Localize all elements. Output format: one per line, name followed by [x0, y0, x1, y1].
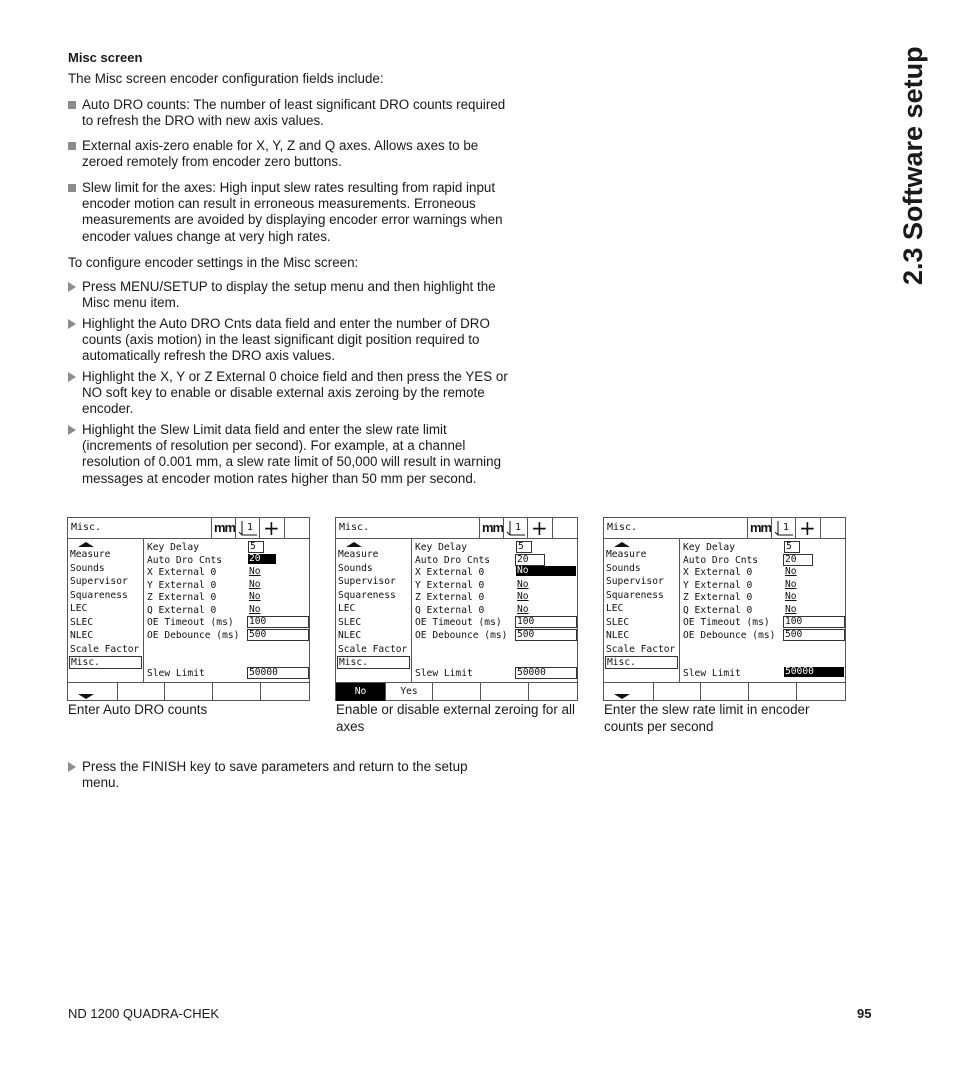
field-label: Slew Limit: [683, 668, 741, 679]
softkey-bar: [68, 682, 309, 701]
z-external-0-field[interactable]: No: [249, 591, 261, 602]
field-label: X External 0: [415, 567, 485, 578]
field-label: OE Timeout (ms): [415, 617, 502, 628]
square-bullet-icon: [68, 180, 80, 196]
menu-item-slec[interactable]: SLEC: [606, 617, 630, 628]
field-label: Auto Dro Cnts: [415, 555, 491, 566]
field-label: OE Debounce (ms): [147, 630, 240, 641]
menu-item-misc[interactable]: Misc.: [605, 656, 678, 669]
figure-caption: Enter Auto DRO counts: [68, 702, 208, 717]
oe-timeout-field[interactable]: 100: [247, 616, 309, 628]
menu-item-nlec[interactable]: NLEC: [606, 630, 630, 641]
plus-icon: +: [799, 516, 816, 540]
softkey-yes[interactable]: Yes: [386, 683, 433, 701]
screen-title: Misc.: [71, 522, 102, 533]
step-text: Highlight the Auto DRO Cnts data field and enter the number of DRO counts (axis motion) in the least significant digit position required to automatically refresh the DRO axis values.: [82, 316, 490, 364]
softkey-3[interactable]: [701, 683, 749, 701]
field-label: Auto Dro Cnts: [683, 555, 759, 566]
screen-title: Misc.: [607, 522, 638, 533]
field-label: OE Debounce (ms): [415, 630, 508, 641]
step-item: [68, 279, 513, 311]
resolution-icon: [506, 519, 526, 537]
menu-item-scale-factor[interactable]: Scale Factor: [70, 644, 140, 655]
intro-text: The Misc screen encoder configuration fields include:: [68, 71, 384, 86]
field-label: OE Timeout (ms): [683, 617, 770, 628]
field-label: Slew Limit: [415, 668, 473, 679]
screen-title: Misc.: [339, 522, 370, 533]
bullet-text: External axis-zero enable for X, Y, Z and Q axes. Allows axes to be zeroed remotely from encoder zero buttons.: [82, 138, 479, 170]
menu-item-squareness[interactable]: Squareness: [338, 590, 396, 601]
x-external-0-field[interactable]: No: [785, 566, 797, 577]
field-label: Q External 0: [415, 605, 485, 616]
triangle-bullet-icon: [68, 369, 80, 386]
z-external-0-field[interactable]: No: [517, 591, 529, 602]
y-external-0-field[interactable]: No: [517, 579, 529, 590]
q-external-0-field[interactable]: No: [517, 604, 529, 615]
step-item: [68, 759, 508, 791]
q-external-0-field[interactable]: No: [785, 604, 797, 615]
configure-intro: To configure encoder settings in the Misc screen:: [68, 255, 359, 270]
square-bullet-icon: [68, 138, 80, 154]
field-label: X External 0: [147, 567, 217, 578]
step-text: Press MENU/SETUP to display the setup menu and then highlight the Misc menu item.: [82, 279, 496, 311]
scroll-up-icon[interactable]: [346, 542, 362, 547]
slew-limit-field[interactable]: 50000: [784, 667, 844, 677]
screen-titlebar: [604, 518, 845, 539]
plus-icon: +: [263, 516, 280, 540]
x-external-0-field[interactable]: No: [249, 566, 261, 577]
square-bullet-icon: [68, 97, 80, 113]
menu-item-nlec[interactable]: NLEC: [338, 630, 362, 641]
oe-timeout-field[interactable]: 100: [783, 616, 845, 628]
step-item: [68, 316, 513, 365]
field-label: Q External 0: [683, 605, 753, 616]
unit-label: mm: [214, 520, 236, 535]
field-label: Key Delay: [415, 542, 467, 553]
softkey-no[interactable]: No: [336, 683, 386, 701]
menu-item-misc[interactable]: Misc.: [69, 656, 142, 669]
unit-label: mm: [482, 520, 504, 535]
page-number: 95: [857, 1006, 872, 1021]
menu-item-sounds[interactable]: Sounds: [606, 563, 641, 574]
field-label: Y External 0: [147, 580, 217, 591]
setup-menu: [604, 539, 680, 682]
field-label: Z External 0: [147, 592, 217, 603]
slew-limit-field[interactable]: 50000: [515, 667, 577, 679]
q-external-0-field[interactable]: No: [249, 604, 261, 615]
step-item: [68, 422, 513, 487]
softkey-3[interactable]: [165, 683, 213, 701]
softkey-4[interactable]: [481, 683, 529, 701]
side-chapter-title: 2.3 Software setup: [898, 46, 928, 285]
resolution-icon: [774, 519, 794, 537]
softkey-4[interactable]: [213, 683, 261, 701]
softkey-bar: [336, 682, 577, 701]
menu-item-squareness[interactable]: Squareness: [70, 590, 128, 601]
softkey-2[interactable]: [118, 683, 165, 701]
triangle-bullet-icon: [68, 759, 80, 776]
step-text: Highlight the X, Y or Z External 0 choice field and then press the YES or NO soft key to enable or disable external axis zeroing by the remote encoder.: [82, 369, 508, 417]
field-label: Slew Limit: [147, 668, 205, 679]
unit-label: mm: [750, 520, 772, 535]
auto-dro-cnts-field[interactable]: 20: [783, 554, 813, 566]
key-delay-field[interactable]: 5: [248, 541, 264, 553]
softkey-1[interactable]: [68, 683, 118, 701]
auto-dro-cnts-field[interactable]: 20: [515, 554, 545, 566]
y-external-0-field[interactable]: No: [249, 579, 261, 590]
resolution-digit: 1: [247, 522, 254, 533]
section-title: Misc screen: [68, 50, 143, 65]
scroll-up-icon[interactable]: [614, 542, 630, 547]
menu-item-slec[interactable]: SLEC: [338, 617, 362, 628]
menu-item-scale-factor[interactable]: Scale Factor: [338, 644, 408, 655]
menu-item-supervisor[interactable]: Supervisor: [70, 576, 128, 587]
oe-timeout-field[interactable]: 100: [515, 616, 577, 628]
z-external-0-field[interactable]: No: [785, 591, 797, 602]
softkey-bar: [604, 682, 845, 701]
field-label: Z External 0: [683, 592, 753, 603]
y-external-0-field[interactable]: No: [785, 579, 797, 590]
auto-dro-cnts-field[interactable]: 20: [248, 554, 276, 564]
field-label: Key Delay: [147, 542, 199, 553]
bullet-item: [68, 138, 513, 170]
field-label: Y External 0: [683, 580, 753, 591]
figure-caption: Enable or disable external zeroing for all axes: [336, 702, 575, 734]
softkey-3[interactable]: [433, 683, 481, 701]
menu-item-lec[interactable]: LEC: [606, 603, 624, 614]
bullet-text: Slew limit for the axes: High input slew rates resulting from rapid input encoder motion can result in erroneous measurements. Erroneous measurements are avoided by displaying encoder error warnings when encoder values change at very high rates.: [82, 180, 503, 244]
key-delay-field[interactable]: 5: [784, 541, 800, 553]
plus-icon: +: [531, 516, 548, 540]
setup-menu: [336, 539, 412, 682]
menu-item-squareness[interactable]: Squareness: [606, 590, 664, 601]
menu-item-sounds[interactable]: Sounds: [338, 563, 373, 574]
step-text: Highlight the Slew Limit data field and enter the slew rate limit (increments of resolution per second). For example, at a channel resolution of 0.001 mm, a slew rate limit of 50,000 will result in warning messages at encoder motion rates higher than 50 mm per second.: [82, 422, 502, 486]
menu-item-misc[interactable]: Misc.: [337, 656, 410, 669]
menu-item-nlec[interactable]: NLEC: [70, 630, 94, 641]
bullet-item: [68, 180, 513, 245]
setup-menu: [68, 539, 144, 682]
triangle-bullet-icon: [68, 316, 80, 333]
softkey-4[interactable]: [749, 683, 797, 701]
x-external-0-field[interactable]: No: [516, 566, 576, 576]
field-label: Z External 0: [415, 592, 485, 603]
bullet-item: [68, 97, 513, 129]
scroll-up-icon[interactable]: [78, 542, 94, 547]
screen-titlebar: [336, 518, 577, 539]
misc-screen-slew-limit: [603, 517, 846, 701]
bullet-text: Auto DRO counts: The number of least significant DRO counts required to refresh the DRO with new axis values.: [82, 97, 506, 129]
field-label: Y External 0: [415, 580, 485, 591]
resolution-icon: [238, 519, 258, 537]
field-label: OE Debounce (ms): [683, 630, 776, 641]
misc-screen-auto-dro: [67, 517, 310, 701]
oe-debounce-field[interactable]: 500: [783, 629, 845, 641]
oe-debounce-field[interactable]: 500: [247, 629, 309, 641]
screen-titlebar: [68, 518, 309, 539]
field-label: OE Timeout (ms): [147, 617, 234, 628]
key-delay-field[interactable]: 5: [516, 541, 532, 553]
menu-item-measure[interactable]: Measure: [606, 549, 647, 560]
misc-screen-external-zero: [335, 517, 578, 701]
slew-limit-field[interactable]: 50000: [247, 667, 309, 679]
triangle-bullet-icon: [68, 422, 80, 439]
menu-item-scale-factor[interactable]: Scale Factor: [606, 644, 676, 655]
step-text: Press the FINISH key to save parameters and return to the setup menu.: [82, 759, 468, 791]
oe-debounce-field[interactable]: 500: [515, 629, 577, 641]
field-label: Auto Dro Cnts: [147, 555, 223, 566]
softkey-2[interactable]: [654, 683, 701, 701]
figure-caption: Enter the slew rate limit in encoder counts per second: [604, 702, 810, 734]
field-label: Q External 0: [147, 605, 217, 616]
resolution-digit: 1: [515, 522, 522, 533]
field-label: Key Delay: [683, 542, 735, 553]
menu-item-slec[interactable]: SLEC: [70, 617, 94, 628]
menu-item-supervisor[interactable]: Supervisor: [606, 576, 664, 587]
menu-item-measure[interactable]: Measure: [338, 549, 379, 560]
footer-product: ND 1200 QUADRA-CHEK: [68, 1006, 219, 1021]
field-label: X External 0: [683, 567, 753, 578]
step-item: [68, 369, 513, 418]
resolution-digit: 1: [783, 522, 790, 533]
menu-item-measure[interactable]: Measure: [70, 549, 111, 560]
menu-item-lec[interactable]: LEC: [70, 603, 88, 614]
menu-item-lec[interactable]: LEC: [338, 603, 356, 614]
softkey-1[interactable]: [604, 683, 654, 701]
menu-item-supervisor[interactable]: Supervisor: [338, 576, 396, 587]
menu-item-sounds[interactable]: Sounds: [70, 563, 105, 574]
triangle-bullet-icon: [68, 279, 80, 296]
